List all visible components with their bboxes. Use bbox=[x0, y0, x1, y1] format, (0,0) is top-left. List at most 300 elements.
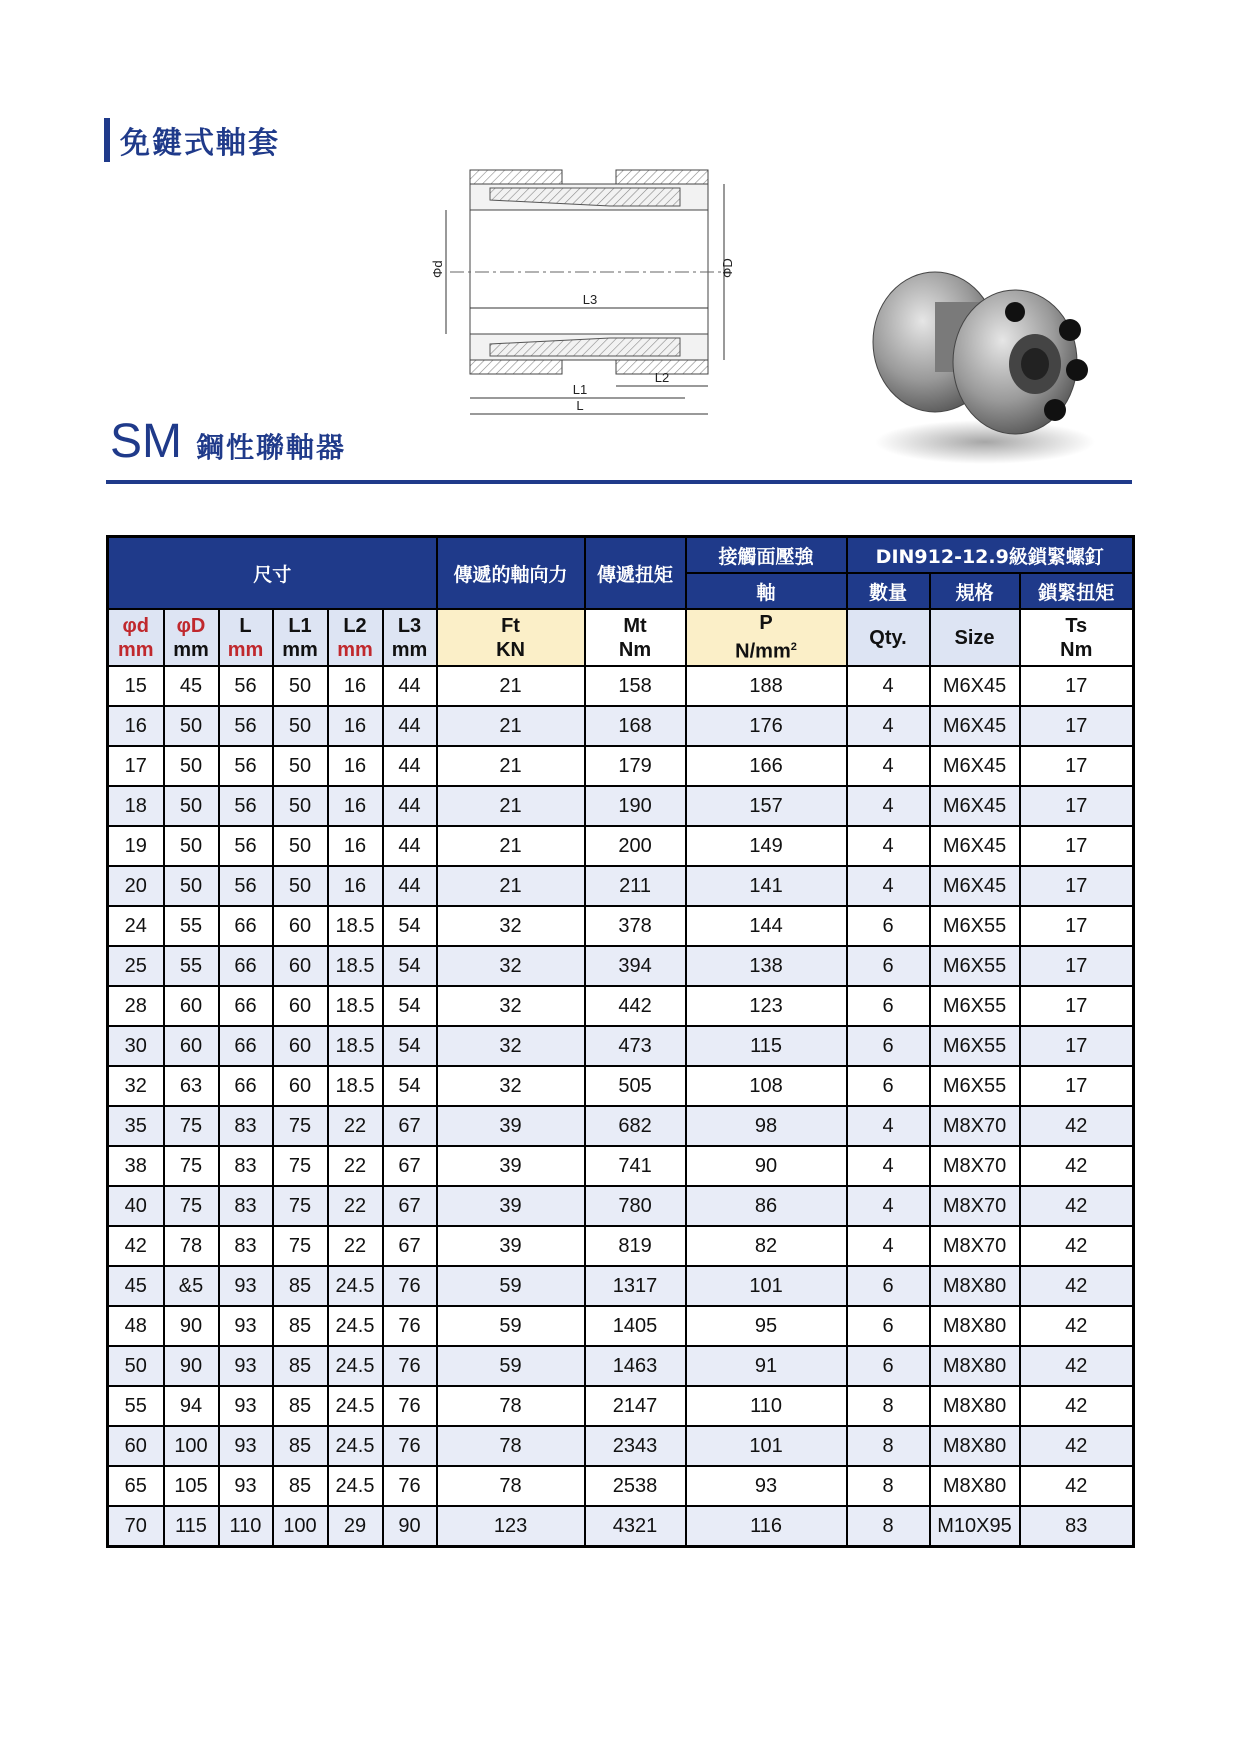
table-cell: 60 bbox=[273, 906, 328, 946]
table-cell: 42 bbox=[1020, 1466, 1134, 1506]
unit-header-size: Size bbox=[930, 609, 1020, 666]
table-cell: 75 bbox=[273, 1146, 328, 1186]
table-cell: M10X95 bbox=[930, 1506, 1020, 1547]
subheader-spec: 規格 bbox=[930, 573, 1020, 609]
table-cell: 123 bbox=[437, 1506, 585, 1547]
table-cell: 50 bbox=[273, 866, 328, 906]
table-cell: M8X70 bbox=[930, 1106, 1020, 1146]
table-cell: 78 bbox=[437, 1426, 585, 1466]
table-cell: 16 bbox=[328, 826, 383, 866]
table-row bbox=[108, 786, 1134, 826]
table-cell: 25 bbox=[108, 946, 164, 986]
table-cell: 93 bbox=[219, 1426, 273, 1466]
table-cell: M6X55 bbox=[930, 946, 1020, 986]
table-cell: 6 bbox=[847, 1306, 930, 1346]
table-cell: 115 bbox=[164, 1506, 219, 1547]
table-cell: 59 bbox=[437, 1266, 585, 1306]
unit-header-L2: L2 mm bbox=[328, 609, 383, 666]
table-cell: 39 bbox=[437, 1106, 585, 1146]
table-cell: 4321 bbox=[585, 1506, 686, 1547]
table-cell: 42 bbox=[1020, 1426, 1134, 1466]
table-cell: 19 bbox=[108, 826, 164, 866]
table-cell: 39 bbox=[437, 1226, 585, 1266]
table-cell: 4 bbox=[847, 1186, 930, 1226]
table-cell: 8 bbox=[847, 1386, 930, 1426]
table-cell: M6X45 bbox=[930, 706, 1020, 746]
table-cell: 75 bbox=[273, 1106, 328, 1146]
table-cell: 95 bbox=[686, 1306, 847, 1346]
table-cell: 32 bbox=[437, 1026, 585, 1066]
table-cell: 190 bbox=[585, 786, 686, 826]
table-cell: 39 bbox=[437, 1186, 585, 1226]
subheader-shaft: 軸 bbox=[686, 573, 847, 609]
table-cell: 48 bbox=[108, 1306, 164, 1346]
table-cell: 93 bbox=[219, 1266, 273, 1306]
unit-header-D: φD mm bbox=[164, 609, 219, 666]
table-cell: 50 bbox=[164, 706, 219, 746]
table-cell: 85 bbox=[273, 1426, 328, 1466]
table-cell: 16 bbox=[328, 746, 383, 786]
title-accent-bar bbox=[104, 118, 110, 162]
table-cell: 85 bbox=[273, 1346, 328, 1386]
table-cell: 93 bbox=[219, 1386, 273, 1426]
table-cell: 18.5 bbox=[328, 906, 383, 946]
section-divider bbox=[106, 480, 1132, 484]
table-cell: 67 bbox=[383, 1186, 437, 1226]
table-cell: 17 bbox=[1020, 706, 1134, 746]
table-cell: 78 bbox=[164, 1226, 219, 1266]
table-cell: 76 bbox=[383, 1466, 437, 1506]
table-cell: M8X80 bbox=[930, 1266, 1020, 1306]
table-cell: 50 bbox=[273, 786, 328, 826]
table-cell: 44 bbox=[383, 746, 437, 786]
table-row bbox=[108, 826, 1134, 866]
table-cell: 42 bbox=[1020, 1226, 1134, 1266]
table-row bbox=[108, 1466, 1134, 1506]
table-cell: &5 bbox=[164, 1266, 219, 1306]
table-cell: 44 bbox=[383, 826, 437, 866]
table-cell: 93 bbox=[219, 1346, 273, 1386]
table-cell: 6 bbox=[847, 946, 930, 986]
table-cell: 50 bbox=[164, 746, 219, 786]
table-cell: 17 bbox=[1020, 986, 1134, 1026]
table-cell: 101 bbox=[686, 1266, 847, 1306]
left-bolt-bottom bbox=[470, 360, 562, 374]
table-cell: 85 bbox=[273, 1266, 328, 1306]
table-cell: 17 bbox=[1020, 1026, 1134, 1066]
table-row bbox=[108, 666, 1134, 706]
table-cell: 6 bbox=[847, 1266, 930, 1306]
table-cell: 22 bbox=[328, 1226, 383, 1266]
table-cell: 75 bbox=[273, 1226, 328, 1266]
table-cell: 18.5 bbox=[328, 1066, 383, 1106]
table-cell: M6X55 bbox=[930, 1066, 1020, 1106]
table-cell: 50 bbox=[164, 826, 219, 866]
table-cell: 44 bbox=[383, 786, 437, 826]
table-cell: 78 bbox=[437, 1386, 585, 1426]
table-cell: 4 bbox=[847, 666, 930, 706]
category-title-block bbox=[104, 118, 280, 162]
table-cell: 42 bbox=[1020, 1306, 1134, 1346]
table-cell: 378 bbox=[585, 906, 686, 946]
unit-header-Mt: Mt Nm bbox=[585, 609, 686, 666]
table-cell: M8X70 bbox=[930, 1186, 1020, 1226]
table-cell: 21 bbox=[437, 786, 585, 826]
subheader-tight-torque: 鎖緊扭矩 bbox=[1020, 573, 1134, 609]
table-row bbox=[108, 1186, 1134, 1226]
table-cell: 98 bbox=[686, 1106, 847, 1146]
table-cell: 17 bbox=[1020, 946, 1134, 986]
left-bolt-top bbox=[470, 170, 562, 184]
l3-label: L3 bbox=[582, 292, 598, 307]
table-cell: 54 bbox=[383, 1066, 437, 1106]
table-cell: 6 bbox=[847, 1066, 930, 1106]
table-cell: 32 bbox=[437, 1066, 585, 1106]
table-cell: 24.5 bbox=[328, 1466, 383, 1506]
table-cell: 741 bbox=[585, 1146, 686, 1186]
l2-label: L2 bbox=[654, 370, 670, 385]
table-cell: 44 bbox=[383, 706, 437, 746]
table-cell: 105 bbox=[164, 1466, 219, 1506]
table-cell: 85 bbox=[273, 1306, 328, 1346]
table-cell: 21 bbox=[437, 706, 585, 746]
table-cell: 76 bbox=[383, 1386, 437, 1426]
table-cell: 158 bbox=[585, 666, 686, 706]
table-cell: 82 bbox=[686, 1226, 847, 1266]
table-cell: 67 bbox=[383, 1146, 437, 1186]
table-cell: 17 bbox=[1020, 746, 1134, 786]
table-cell: 76 bbox=[383, 1346, 437, 1386]
table-cell: 17 bbox=[1020, 866, 1134, 906]
table-cell: 76 bbox=[383, 1426, 437, 1466]
unit-header-qty: Qty. bbox=[847, 609, 930, 666]
table-cell: 15 bbox=[108, 666, 164, 706]
table-cell: 8 bbox=[847, 1466, 930, 1506]
table-row bbox=[108, 986, 1134, 1026]
table-cell: 24.5 bbox=[328, 1346, 383, 1386]
table-cell: 60 bbox=[164, 1026, 219, 1066]
table-cell: 60 bbox=[273, 1026, 328, 1066]
table-cell: 54 bbox=[383, 1026, 437, 1066]
table-cell: 75 bbox=[164, 1186, 219, 1226]
table-cell: 75 bbox=[164, 1146, 219, 1186]
header-axial-force: 傳遞的軸向力 bbox=[437, 537, 585, 610]
table-cell: 50 bbox=[273, 666, 328, 706]
table-cell: 56 bbox=[219, 746, 273, 786]
table-cell: 6 bbox=[847, 986, 930, 1026]
table-row bbox=[108, 866, 1134, 906]
table-cell: 144 bbox=[686, 906, 847, 946]
table-cell: 149 bbox=[686, 826, 847, 866]
table-cell: 28 bbox=[108, 986, 164, 1026]
table-cell: 166 bbox=[686, 746, 847, 786]
spec-table bbox=[106, 535, 1135, 1548]
category-title: 免鍵式軸套 bbox=[120, 126, 280, 161]
table-cell: M8X80 bbox=[930, 1346, 1020, 1386]
table-cell: 56 bbox=[219, 786, 273, 826]
table-cell: 90 bbox=[383, 1506, 437, 1547]
table-cell: 93 bbox=[686, 1466, 847, 1506]
table-cell: 93 bbox=[219, 1306, 273, 1346]
table-cell: 45 bbox=[164, 666, 219, 706]
table-cell: M8X70 bbox=[930, 1146, 1020, 1186]
table-cell: 45 bbox=[108, 1266, 164, 1306]
table-cell: 42 bbox=[1020, 1266, 1134, 1306]
table-cell: 17 bbox=[108, 746, 164, 786]
table-cell: 18.5 bbox=[328, 986, 383, 1026]
table-cell: 6 bbox=[847, 1346, 930, 1386]
table-cell: 60 bbox=[273, 1066, 328, 1106]
table-cell: 8 bbox=[847, 1506, 930, 1547]
table-cell: 67 bbox=[383, 1106, 437, 1146]
table-cell: 16 bbox=[108, 706, 164, 746]
subheader-count: 數量 bbox=[847, 573, 930, 609]
table-cell: 60 bbox=[108, 1426, 164, 1466]
table-cell: 63 bbox=[164, 1066, 219, 1106]
table-cell: M8X80 bbox=[930, 1466, 1020, 1506]
table-cell: 56 bbox=[219, 826, 273, 866]
table-cell: M6X45 bbox=[930, 786, 1020, 826]
section-name: 鋼性聯軸器 bbox=[196, 431, 347, 464]
table-cell: 4 bbox=[847, 1146, 930, 1186]
table-cell: 90 bbox=[164, 1346, 219, 1386]
header-size: 尺寸 bbox=[108, 537, 437, 610]
table-cell: 176 bbox=[686, 706, 847, 746]
table-row bbox=[108, 746, 1134, 786]
table-cell: 83 bbox=[219, 1186, 273, 1226]
table-cell: 42 bbox=[108, 1226, 164, 1266]
table-cell: 1317 bbox=[585, 1266, 686, 1306]
table-row bbox=[108, 1146, 1134, 1186]
table-cell: 141 bbox=[686, 866, 847, 906]
table-cell: M6X55 bbox=[930, 1026, 1020, 1066]
table-cell: 42 bbox=[1020, 1386, 1134, 1426]
table-cell: 473 bbox=[585, 1026, 686, 1066]
table-cell: 75 bbox=[273, 1186, 328, 1226]
table-row bbox=[108, 1306, 1134, 1346]
section-heading bbox=[110, 415, 347, 468]
table-cell: 83 bbox=[219, 1226, 273, 1266]
table-cell: 110 bbox=[219, 1506, 273, 1547]
table-cell: 16 bbox=[328, 786, 383, 826]
table-cell: 83 bbox=[219, 1106, 273, 1146]
table-row bbox=[108, 1026, 1134, 1066]
table-cell: 42 bbox=[1020, 1106, 1134, 1146]
table-cell: 55 bbox=[164, 906, 219, 946]
table-cell: 39 bbox=[437, 1146, 585, 1186]
table-cell: M6X45 bbox=[930, 866, 1020, 906]
table-cell: M6X55 bbox=[930, 986, 1020, 1026]
header-pressure: 接觸面壓強 bbox=[686, 537, 847, 574]
table-cell: 66 bbox=[219, 1026, 273, 1066]
table-cell: 94 bbox=[164, 1386, 219, 1426]
table-row bbox=[108, 1066, 1134, 1106]
table-row bbox=[108, 1226, 1134, 1266]
table-cell: M6X45 bbox=[930, 826, 1020, 866]
table-cell: 22 bbox=[328, 1106, 383, 1146]
table-cell: 66 bbox=[219, 1066, 273, 1106]
table-cell: 56 bbox=[219, 866, 273, 906]
table-cell: 211 bbox=[585, 866, 686, 906]
table-cell: 91 bbox=[686, 1346, 847, 1386]
table-cell: 40 bbox=[108, 1186, 164, 1226]
table-cell: 65 bbox=[108, 1466, 164, 1506]
table-cell: 44 bbox=[383, 666, 437, 706]
table-row bbox=[108, 1506, 1134, 1547]
table-cell: 76 bbox=[383, 1266, 437, 1306]
table-cell: 90 bbox=[686, 1146, 847, 1186]
table-cell: 30 bbox=[108, 1026, 164, 1066]
table-cell: 93 bbox=[219, 1466, 273, 1506]
table-cell: 168 bbox=[585, 706, 686, 746]
table-cell: 21 bbox=[437, 666, 585, 706]
table-cell: 50 bbox=[273, 706, 328, 746]
table-cell: 21 bbox=[437, 826, 585, 866]
table-cell: 54 bbox=[383, 986, 437, 1026]
table-cell: 21 bbox=[437, 866, 585, 906]
table-cell: 66 bbox=[219, 946, 273, 986]
table-cell: 90 bbox=[164, 1306, 219, 1346]
table-cell: 60 bbox=[164, 986, 219, 1026]
table-cell: 442 bbox=[585, 986, 686, 1026]
table-cell: M8X80 bbox=[930, 1426, 1020, 1466]
table-cell: 55 bbox=[108, 1386, 164, 1426]
spec-table-body bbox=[108, 666, 1134, 1547]
table-cell: 2538 bbox=[585, 1466, 686, 1506]
table-cell: 59 bbox=[437, 1306, 585, 1346]
right-bolt-top bbox=[616, 170, 708, 184]
d-label: Φd bbox=[430, 260, 445, 278]
table-cell: M6X55 bbox=[930, 906, 1020, 946]
table-cell: 60 bbox=[273, 986, 328, 1026]
table-cell: 55 bbox=[164, 946, 219, 986]
table-cell: 6 bbox=[847, 1026, 930, 1066]
table-cell: 4 bbox=[847, 1226, 930, 1266]
table-cell: 17 bbox=[1020, 906, 1134, 946]
table-cell: 54 bbox=[383, 906, 437, 946]
table-cell: 24.5 bbox=[328, 1426, 383, 1466]
table-cell: 100 bbox=[164, 1426, 219, 1466]
table-cell: 50 bbox=[164, 866, 219, 906]
table-cell: 1463 bbox=[585, 1346, 686, 1386]
table-cell: 17 bbox=[1020, 826, 1134, 866]
l-label: L bbox=[576, 398, 584, 413]
table-cell: 108 bbox=[686, 1066, 847, 1106]
table-cell: 22 bbox=[328, 1146, 383, 1186]
table-cell: 85 bbox=[273, 1386, 328, 1426]
table-row bbox=[108, 906, 1134, 946]
table-cell: 16 bbox=[328, 666, 383, 706]
table-cell: 17 bbox=[1020, 786, 1134, 826]
table-cell: 66 bbox=[219, 906, 273, 946]
table-cell: 50 bbox=[108, 1346, 164, 1386]
table-cell: 44 bbox=[383, 866, 437, 906]
table-cell: 59 bbox=[437, 1346, 585, 1386]
unit-header-L1: L1 mm bbox=[273, 609, 328, 666]
table-cell: 38 bbox=[108, 1146, 164, 1186]
table-cell: 819 bbox=[585, 1226, 686, 1266]
table-cell: 188 bbox=[686, 666, 847, 706]
table-cell: 50 bbox=[273, 826, 328, 866]
table-cell: M6X45 bbox=[930, 746, 1020, 786]
table-row bbox=[108, 1386, 1134, 1426]
table-cell: 21 bbox=[437, 746, 585, 786]
table-cell: 35 bbox=[108, 1106, 164, 1146]
table-cell: 101 bbox=[686, 1426, 847, 1466]
table-cell: 83 bbox=[219, 1146, 273, 1186]
header-torque: 傳遞扭矩 bbox=[585, 537, 686, 610]
table-cell: 179 bbox=[585, 746, 686, 786]
table-cell: 18.5 bbox=[328, 946, 383, 986]
table-row bbox=[108, 706, 1134, 746]
table-row bbox=[108, 1346, 1134, 1386]
table-cell: 24.5 bbox=[328, 1386, 383, 1426]
table-cell: 115 bbox=[686, 1026, 847, 1066]
table-cell: 682 bbox=[585, 1106, 686, 1146]
table-cell: 32 bbox=[437, 946, 585, 986]
section-code: SM bbox=[110, 415, 182, 468]
table-cell: 24.5 bbox=[328, 1306, 383, 1346]
table-row bbox=[108, 1106, 1134, 1146]
table-cell: 42 bbox=[1020, 1186, 1134, 1226]
table-cell: 66 bbox=[219, 986, 273, 1026]
table-cell: 116 bbox=[686, 1506, 847, 1547]
table-cell: 16 bbox=[328, 706, 383, 746]
unit-header-L: L mm bbox=[219, 609, 273, 666]
table-cell: 32 bbox=[437, 986, 585, 1026]
table-row bbox=[108, 946, 1134, 986]
table-cell: 4 bbox=[847, 706, 930, 746]
table-cell: 16 bbox=[328, 866, 383, 906]
table-cell: 780 bbox=[585, 1186, 686, 1226]
table-cell: 18.5 bbox=[328, 1026, 383, 1066]
table-cell: 50 bbox=[164, 786, 219, 826]
table-cell: 42 bbox=[1020, 1146, 1134, 1186]
table-cell: 78 bbox=[437, 1466, 585, 1506]
unit-header-Ts: Ts Nm bbox=[1020, 609, 1134, 666]
table-cell: 6 bbox=[847, 906, 930, 946]
table-cell: 18 bbox=[108, 786, 164, 826]
unit-header-Ft: Ft KN bbox=[437, 609, 585, 666]
table-cell: 17 bbox=[1020, 666, 1134, 706]
table-cell: 32 bbox=[437, 906, 585, 946]
table-cell: 76 bbox=[383, 1306, 437, 1346]
table-cell: 70 bbox=[108, 1506, 164, 1547]
table-cell: 4 bbox=[847, 826, 930, 866]
table-cell: 56 bbox=[219, 666, 273, 706]
table-cell: 1405 bbox=[585, 1306, 686, 1346]
table-cell: 200 bbox=[585, 826, 686, 866]
table-cell: 8 bbox=[847, 1426, 930, 1466]
table-cell: 83 bbox=[1020, 1506, 1134, 1547]
unit-header-L3: L3 mm bbox=[383, 609, 437, 666]
table-cell: M8X80 bbox=[930, 1306, 1020, 1346]
table-cell: 60 bbox=[273, 946, 328, 986]
table-cell: 4 bbox=[847, 866, 930, 906]
table-cell: 17 bbox=[1020, 1066, 1134, 1106]
table-cell: 56 bbox=[219, 706, 273, 746]
table-cell: 22 bbox=[328, 1186, 383, 1226]
table-cell: 505 bbox=[585, 1066, 686, 1106]
coupling-technical-drawing bbox=[430, 158, 740, 436]
table-cell: M8X80 bbox=[930, 1386, 1020, 1426]
coupling-product-image bbox=[865, 262, 1115, 472]
table-cell: 86 bbox=[686, 1186, 847, 1226]
table-cell: 394 bbox=[585, 946, 686, 986]
table-cell: 2147 bbox=[585, 1386, 686, 1426]
table-cell: 2343 bbox=[585, 1426, 686, 1466]
l1-label: L1 bbox=[572, 382, 588, 397]
